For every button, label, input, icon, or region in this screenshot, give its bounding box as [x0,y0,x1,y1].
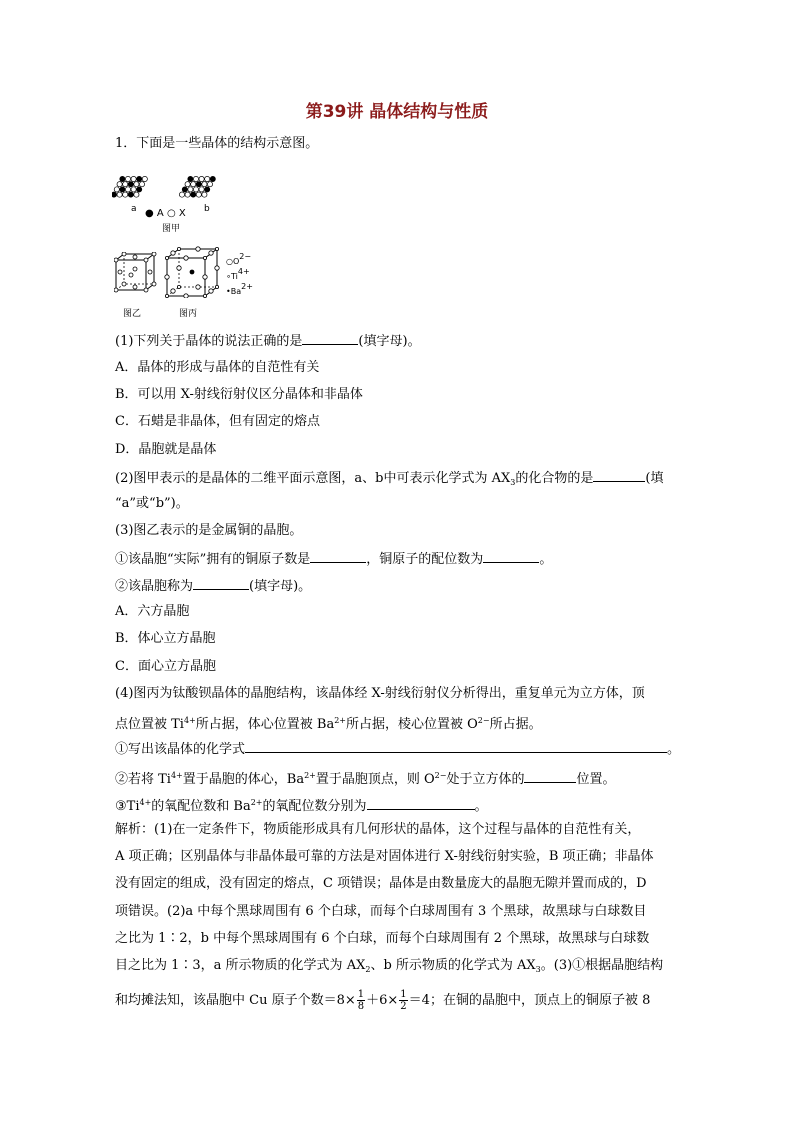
atom-x [193,187,198,192]
atom-x [125,187,130,192]
answer-blank[interactable] [593,467,645,482]
analysis-line-3: 没有固定的组成，没有固定的熔点，C 项错误；晶体是由数量庞大的晶胞无隙并置而成的，D [115,876,647,891]
lattice-a [112,176,147,197]
question-1-4-cont: 点位置被 $Ti^{4+}$所占据，体心位置被 $Ba^{2+}$所占据，棱心位置被 $O^{2-}$所占据。 [115,716,542,732]
atom-x [205,176,210,181]
figure-bing-legend [226,252,253,297]
option-c: C．石蜡是非晶体，但有固定的熔点 [115,414,320,429]
question-1-2: (2)图甲表示的是晶体的二维平面示意图，a、b中可表示化学式为 $AX_3$的化合物的是 (填 [115,467,685,493]
option-hex: A．六方晶胞 [115,604,190,619]
atom-x [179,192,184,197]
lattice-b-label: b [204,204,210,214]
option-fcc: C．面心立方晶胞 [115,659,216,674]
analysis-line-5: 之比为 1∶2，b 中每个黑球周围有 6 个白球，而每个白球周围有 2 个黑球，故黑球与白球数 [115,931,650,946]
atom-x [196,192,201,197]
black-dot-icon: • [226,287,231,296]
atom-x [142,176,147,181]
atom-x [185,192,190,197]
question-1-4: (4)图丙为钛酸钡晶体的晶胞结构，该晶体经 X-射线衍射仪分析得出，重复单元为立方体，顶 [115,686,645,701]
answer-blank[interactable] [367,795,475,810]
small-dot-icon: ∘ [226,272,232,281]
figure-bing-perovskite-cell [164,246,224,298]
lattice-b [179,176,215,197]
atom-x [134,192,139,197]
option-a: A．晶体的形成与晶体的自范性有关 [115,360,320,375]
question-1-intro: 1．下面是一些晶体的结构示意图。 [115,136,319,151]
figure-yi-fcc-cell [114,252,158,296]
figure-jia-lattices [112,175,222,205]
atom-x [131,187,136,192]
answer-blank[interactable] [483,548,539,563]
atom-x [199,187,204,192]
analysis-line-4: 项错误。(2)a 中每个黑球周围有 6 个白球，而每个白球周围有 3 个黑球，故黑球与白球数目 [115,904,647,919]
figure-yi-caption: 图乙 [123,309,142,319]
atom-a [120,176,125,181]
legend-x-label: X [178,208,186,219]
atom-a [112,192,117,197]
atom-x [123,182,128,187]
atom-a [137,187,142,192]
answer-blank[interactable] [193,575,249,590]
atom-x [114,187,119,192]
atom-a [205,187,210,192]
fraction: $\frac{1}{8}$ [357,989,365,1012]
atom-x [191,182,196,187]
atom-x [188,187,193,192]
figure-jia-caption: 图甲 [162,224,181,234]
black-dot-icon: ● [145,208,154,219]
atom-a [191,192,196,197]
atom-a [210,176,215,181]
option-bcc: B．体心立方晶胞 [115,631,216,646]
atom-x [117,192,122,197]
atom-a [188,176,193,181]
legend-barium: •Ba2+ [226,282,253,296]
answer-blank[interactable] [310,548,366,563]
analysis-line-6: 目之比为 1∶3，a 所示物质的化学式为 $AX_2$、b 所示物质的化学式为 $AX_3$。(3)①根据晶胞结构 [115,958,664,974]
figure-jia-legend [145,208,186,219]
question-1-3: (3)图乙表示的是金属铜的晶胞。 [115,523,303,538]
analysis-line-2: A 项正确；区别晶体与非晶体最可靠的方法是对固体进行 X-射线衍射实验，B 项正确；非晶体 [115,849,654,864]
answer-blank[interactable] [524,768,576,783]
white-dot-icon: ○ [226,257,233,266]
atom-x [193,176,198,181]
question-1-4-sub-3: $③Ti^{4+}$的氧配位数和 $Ba^{2+}$的氧配位数分别为 。 [115,793,685,817]
fraction: $\frac{1}{2}$ [400,989,407,1012]
atom-x [199,176,204,181]
atom-a [137,176,142,181]
lattice-a-label: a [131,204,137,214]
question-1-2-cont: “a”或“b”)。 [115,496,189,511]
option-d: D．晶胞就是晶体 [115,442,217,457]
question-1-3-sub-1: ①该晶胞“实际”拥有的铜原子数是 ，铜原子的配位数为 。 [115,548,685,570]
page-title: 第39讲 晶体结构与性质 [305,102,489,122]
atom-x [202,192,207,197]
atom-x [123,192,128,197]
atom-x [117,182,122,187]
atom-a [128,182,133,187]
question-1-4-sub-2: ②若将 $Ti^{4+}$置于晶胞的体心，$Ba^{2+}$置于晶胞顶点，则 $O^{2-}$处于立方体的 位置。 [115,766,685,790]
atom-x [131,176,136,181]
answer-blank[interactable] [302,330,358,345]
analysis-line-7: 和均摊法知，该晶胞中 Cu 原子个数＝8× $\frac{1}{8}$ ＋6× $\frac{1}{2}$ ＝4；在铜的晶胞中，顶点上的铜原子被 8 [115,989,651,1012]
figure-bing-caption: 图丙 [179,309,198,319]
atom-x [207,182,212,187]
atom-a [128,192,133,197]
atom-a [182,187,187,192]
atom-a [120,187,125,192]
legend-oxide: ○O2− [226,252,252,266]
legend-titanium: ∘Ti4+ [226,267,250,281]
legend-a-label: A [156,208,164,219]
option-b: B．可以用 X-射线衍射仪区分晶体和非晶体 [115,387,363,402]
white-dot-icon: ○ [166,208,176,219]
atom-x [202,182,207,187]
atom-x [139,182,144,187]
analysis-line-1: 解析：(1)在一定条件下，物质能形成具有几何形状的晶体，这个过程与晶体的自范性有关， [115,822,641,837]
question-1-3-sub-2: ②该晶胞称为 (填字母)。 [115,575,685,597]
atom-x [125,176,130,181]
answer-blank[interactable] [245,738,667,753]
atom-a [196,182,201,187]
question-1-1: (1)下列关于晶体的说法正确的是 (填字母)。 [115,330,685,352]
question-1-4-sub-1: ①写出该晶体的化学式 。 [115,738,685,760]
atom-x [134,182,139,187]
atom-x [185,182,190,187]
